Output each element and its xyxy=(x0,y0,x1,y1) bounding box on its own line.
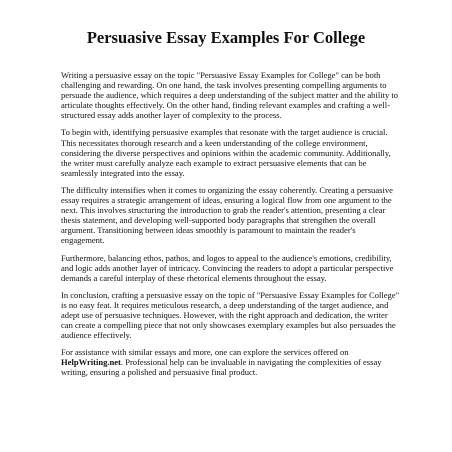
paragraph-conclusion: In conclusion, crafting a persuasive essay on the topic of "Persuasive Essay Examples for College" is no easy feat. It requires meticulous research, a deep understanding of the target audience, and adept use of persuasive techniques. However, with the right approach and dedication, the writer can create a compelling piece that not only showcases exemplary examples but also persuades the audience effectively. xyxy=(61,289,400,341)
paragraph-closing xyxy=(61,347,401,377)
closing-text-after: . Professional help can be invaluable in navigating the complexities of essay writing, ensuring a polished and persuasive final product. xyxy=(61,357,382,378)
paragraph-intro: Writing a persuasive essay on the topic "Persuasive Essay Examples for College" can be both challenging and rewarding. On one hand, the task involves presenting compelling arguments to persuade the audience, which requires a deep understanding of the subject matter and the ability to articulate thoughts effectively. On the other hand, finding relevant examples and crafting a well-structured essay adds another layer of complexity to the process. xyxy=(61,70,399,121)
paragraph-organization: The difficulty intensifies when it comes to organizing the essay coherently. Creating a persuasive essay requires a strategic arrangement of ideas, ensuring a logical flow from one argument to the next. This involves structuring the introduction to grab the reader's attention, presenting a clear thesis statement, and developing well-supported body paragraphs that strengthen the overall argument. Transitioning between ideas smoothly is paramount to maintain the reader's engagement. xyxy=(61,184,393,246)
document-body xyxy=(61,70,401,385)
document-title: Persuasive Essay Examples For College xyxy=(86,28,366,47)
paragraph-examples: To begin with, identifying persuasive examples that resonate with the target audience is crucial. This necessitates thorough research and a keen understanding of the college environment, considering the diverse perspectives and opinions within the academic community. Additionally, the writer must carefully analyze each example to extract persuasive elements that can be seamlessly integrated into the essay. xyxy=(61,127,391,178)
helpwriting-link[interactable]: HelpWriting.net xyxy=(61,357,121,368)
paragraph-rhetoric: Furthermore, balancing ethos, pathos, and logos to appeal to the audience's emotions, credibility, and logic adds another layer of intricacy. Convincing the readers to adopt a particular perspective demands a careful interplay of these rhetorical elements throughout the essay. xyxy=(61,252,394,283)
closing-text-before: For assistance with similar essays and more, one can explore the services offered on xyxy=(61,347,349,358)
